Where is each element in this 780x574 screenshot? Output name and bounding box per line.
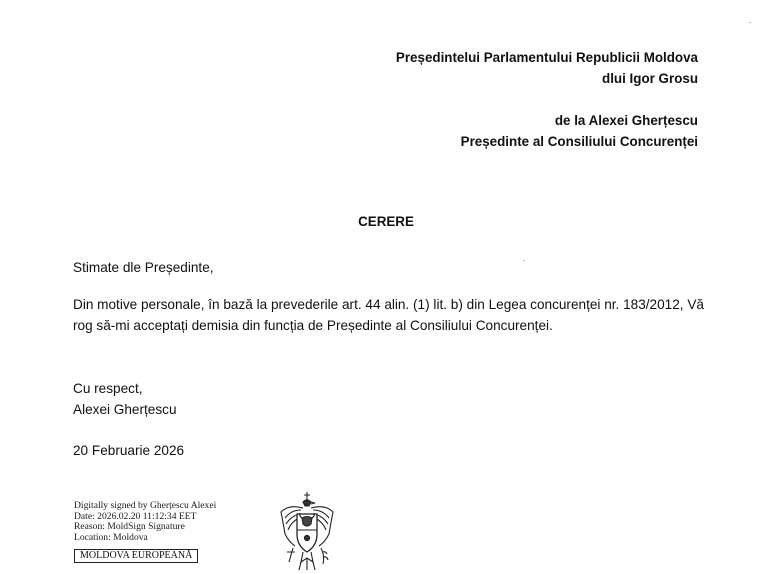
coat-of-arms-icon — [273, 490, 341, 574]
digital-signature — [74, 501, 216, 543]
signature-date: Date: 2026.02.20 11:12:34 EET — [74, 510, 197, 522]
recipient-name: dlui Igor Grosu — [602, 71, 698, 86]
closing-name: Alexei Gherțescu — [73, 402, 177, 417]
signature-motto: MOLDOVA EUROPEANĂ — [74, 549, 198, 563]
sender-block — [461, 110, 698, 152]
body-paragraph — [73, 294, 704, 336]
document-title: CERERE — [358, 214, 414, 229]
signature-signer: Digitally signed by Gherțescu Alexei — [74, 500, 217, 511]
sender-title: Președinte al Consiliului Concurenței — [460, 134, 698, 149]
recipient-block — [396, 47, 698, 89]
document-date: 20 Februarie 2026 — [73, 443, 185, 458]
body-line: rog să-mi acceptați demisia din funcția de Președinte al Consiliului Concurenței. — [73, 318, 553, 333]
body-line: Din motive personale, în bază la prevederile art. 44 alin. (1) lit. b) din Legea concurenței nr. 183/2012, Vă — [73, 297, 704, 312]
salutation: Stimate dle Președinte, — [73, 260, 214, 275]
closing-regards: Cu respect, — [73, 381, 143, 396]
sender-name: de la Alexei Gherțescu — [554, 113, 698, 128]
recipient-line: Președintelui Parlamentului Republicii Moldova — [395, 50, 698, 65]
signature-reason: Reason: MoldSign Signature — [74, 521, 185, 533]
closing-block — [73, 378, 703, 420]
scan-speck — [749, 22, 751, 23]
signature-location: Location: Moldova — [74, 531, 148, 543]
